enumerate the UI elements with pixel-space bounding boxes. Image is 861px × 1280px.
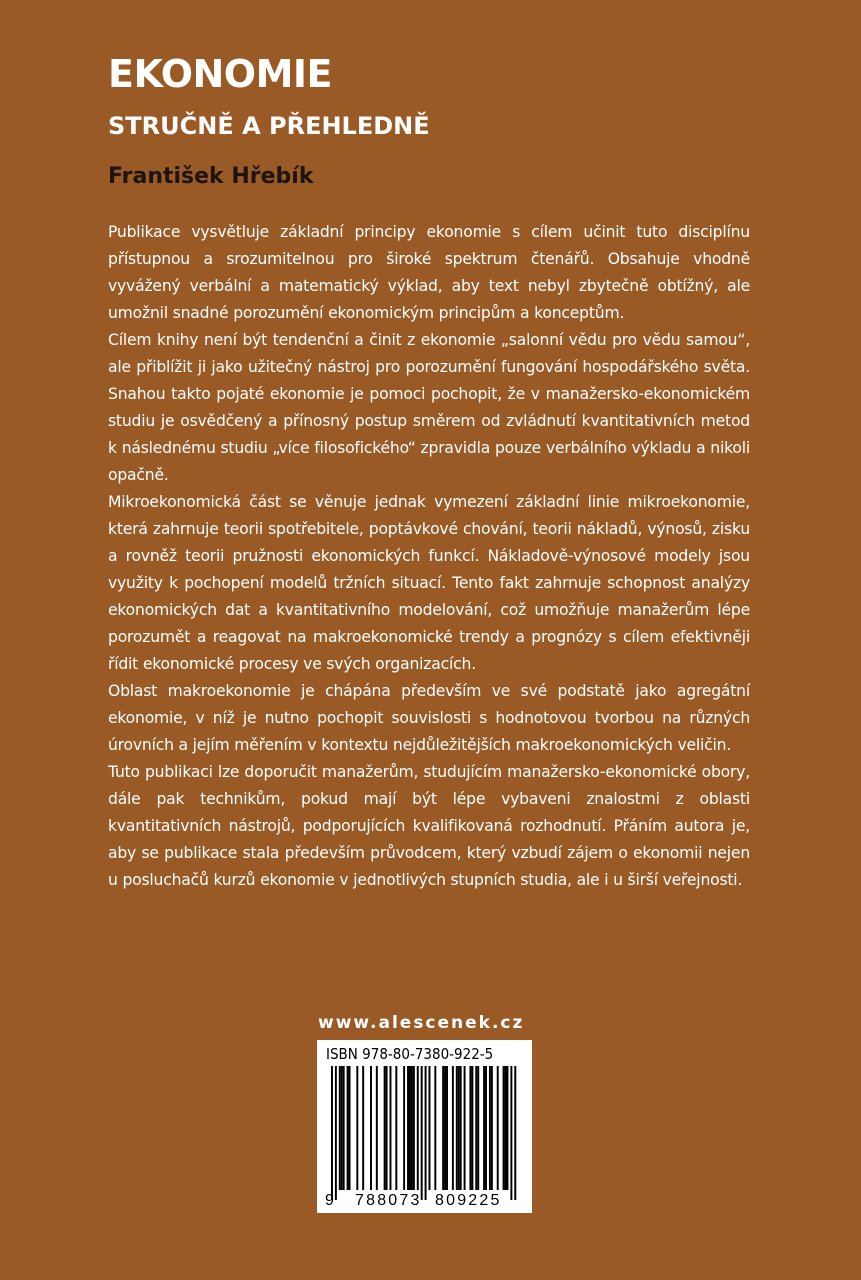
barcode-bar — [483, 1066, 485, 1190]
barcode-bar — [370, 1066, 372, 1190]
barcode-bar — [503, 1066, 505, 1190]
barcode-bar — [429, 1066, 431, 1190]
barcode-bar — [469, 1066, 471, 1190]
barcode-bar — [446, 1066, 448, 1190]
barcode-bar — [497, 1066, 499, 1190]
barcode-bar — [458, 1066, 460, 1190]
barcode-bar — [409, 1066, 411, 1190]
barcode-bar — [491, 1066, 493, 1190]
barcode-bar — [407, 1066, 409, 1190]
isbn-label: ISBN 978-80-7380-922-5 — [326, 1045, 494, 1063]
barcode-bar — [341, 1066, 343, 1190]
isbn-barcode — [317, 1040, 532, 1213]
barcode-bar — [411, 1066, 413, 1190]
barcode-bar — [417, 1066, 419, 1190]
barcode-bar — [464, 1066, 466, 1190]
barcode-bar — [444, 1066, 446, 1190]
blurb-paragraph-2: Cílem knihy není být tendenční a činit z ekonomie „salonní vědu pro vědu samou“, ale přiblížit ji jako užitečný nástroj pro porozumění fungování hospodářského světa. Snahou takto pojaté ekonomie je pomoci pochopit, že v manažersko-ekonomickém studiu je osvědčený a přínosný postup směrem od zvládnutí kvantitativních metod k následnému studiu „více filosofického“ zpravidla pouze verbálního výkladu a nikoli opačně. — [108, 331, 750, 484]
barcode-digits-right: 809225 — [435, 1192, 502, 1209]
barcode-bar — [434, 1066, 436, 1190]
blurb-paragraph-4: Oblast makroekonomie je chápána především ve své podstatě jako agregátní ekonomie, v níž je nutno pochopit souvislosti s hodnotovou tvorbou na různých úrovních a jejím měřením v kontextu nejdůležitějších makroekonomických veličin. — [108, 682, 750, 754]
barcode-bar — [349, 1066, 351, 1190]
barcode-bar — [477, 1066, 479, 1190]
barcode-bar — [452, 1066, 454, 1190]
barcode-bar — [331, 1066, 333, 1200]
barcode-bar — [505, 1066, 507, 1190]
blurb-text — [108, 219, 750, 894]
author-name: František Hřebík — [108, 164, 314, 189]
barcode-bar — [507, 1066, 509, 1190]
publisher-website: www.alescenek.cz — [318, 1013, 525, 1033]
barcode-bar — [384, 1066, 386, 1190]
barcode-bar — [343, 1066, 345, 1190]
barcode-bar — [335, 1066, 337, 1200]
barcode-bar — [347, 1066, 349, 1190]
barcode-bar — [514, 1066, 516, 1200]
book-subtitle: STRUČNĚ A PŘEHLEDNĚ — [108, 112, 430, 140]
barcode-bar — [362, 1066, 364, 1190]
barcode-bar — [413, 1066, 415, 1190]
barcode-bars — [317, 1040, 532, 1213]
blurb-paragraph-5: Tuto publikaci lze doporučit manažerům, studujícím manažersko-ekonomické obory, dále pak technikům, pokud mají být lépe vybaveni znalostmi z oblasti kvantitativních nástrojů, podporujících kvalifikovaná rozhodnutí. Přáním autora je, aby se publikace stala především průvodcem, který vzbudí zájem o ekonomii nejen u posluchačů kurzů ekonomie v jednotlivých stupních studia, ale i u širší veřejnosti. — [108, 763, 750, 889]
barcode-bar — [475, 1066, 477, 1190]
barcode-bar — [485, 1066, 487, 1190]
barcode-bar — [356, 1066, 358, 1190]
barcode-bar — [510, 1066, 512, 1200]
barcode-bar — [403, 1066, 405, 1190]
barcode-bar — [386, 1066, 388, 1190]
barcode-bar — [390, 1066, 392, 1190]
barcode-bar — [421, 1066, 423, 1200]
barcode-bar — [442, 1066, 444, 1190]
barcode-bar — [456, 1066, 458, 1190]
barcode-bar — [471, 1066, 473, 1190]
blurb-paragraph-1: Publikace vysvětluje základní principy ekonomie s cílem učinit tuto disciplínu přístupnou a srozumitelnou pro široké spektrum čtenářů. Obsahuje vhodně vyvážený verbální a matematický výklad, aby text nebyl zbytečně obtížný, ale umožnil snadné porozumění ekonomickým principům a konceptům. — [108, 223, 750, 322]
blurb-paragraph-3: Mikroekonomická část se věnuje jednak vymezení základní linie mikroekonomie, která zahrnuje teorii spotřebitele, poptávkové chování, teorii nákladů, výnosů, zisku a rovněž teorii pružnosti ekonomických funkcí. Nákladově-výnosové modely jsou využity k pochopení modelů tržních situací. Tento fakt zahrnuje schopnost analýzy ekonomických dat a kvantitativního modelování, což umožňuje manažerům lépe porozumět a reagovat na makroekonomické trendy a prognózy s cílem efektivněji řídit ekonomické procesy ve svých organizacích. — [108, 493, 750, 673]
barcode-bar — [425, 1066, 427, 1200]
barcode-bar — [460, 1066, 462, 1190]
barcode-digit-lead: 9 — [325, 1192, 334, 1209]
barcode-bar — [395, 1066, 397, 1190]
barcode-bar — [339, 1066, 341, 1190]
barcode-digits-left: 788073 — [355, 1192, 422, 1209]
barcode-bar — [376, 1066, 378, 1190]
book-title: EKONOMIE — [108, 52, 333, 96]
barcode-digits — [317, 1192, 532, 1212]
barcode-bar — [489, 1066, 491, 1190]
